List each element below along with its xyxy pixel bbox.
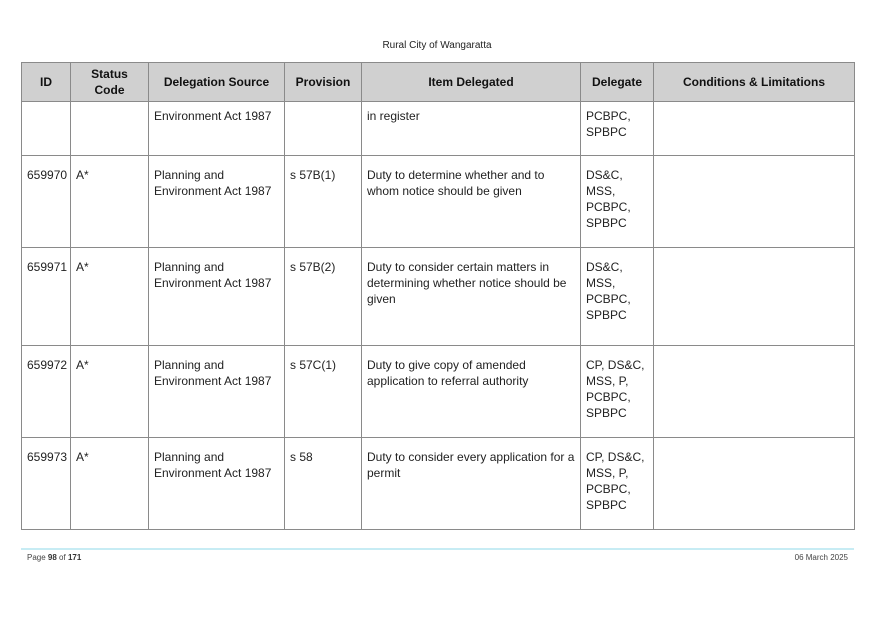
cell-delegation-source: Planning and Environment Act 1987 <box>149 438 285 530</box>
cell-item-delegated: Duty to consider every application for a permit <box>362 438 581 530</box>
cell-delegation-source: Planning and Environment Act 1987 <box>149 248 285 346</box>
cell-provision: s 58 <box>285 438 362 530</box>
cell-delegate: DS&C, MSS, PCBPC, SPBPC <box>581 156 654 248</box>
page-number <box>27 553 81 562</box>
cell-provision: s 57B(2) <box>285 248 362 346</box>
cell-delegation-source: Planning and Environment Act 1987 <box>149 346 285 438</box>
column-header-status-code: Status Code <box>71 63 149 102</box>
cell-delegate: CP, DS&C, MSS, P, PCBPC, SPBPC <box>581 346 654 438</box>
cell-status-code: A* <box>71 156 149 248</box>
column-header-delegate: Delegate <box>581 63 654 102</box>
cell-delegate: DS&C, MSS, PCBPC, SPBPC <box>581 248 654 346</box>
cell-conditions <box>654 438 855 530</box>
cell-item-delegated: Duty to consider certain matters in determining whether notice should be given <box>362 248 581 346</box>
column-header-conditions: Conditions & Limitations <box>654 63 855 102</box>
column-header-provision: Provision <box>285 63 362 102</box>
delegation-table <box>21 62 855 530</box>
table-header-row <box>22 63 855 102</box>
cell-delegation-source: Planning and Environment Act 1987 <box>149 156 285 248</box>
cell-provision: s 57B(1) <box>285 156 362 248</box>
cell-id <box>22 102 71 156</box>
footer-date: 06 March 2025 <box>794 553 848 562</box>
cell-conditions <box>654 156 855 248</box>
cell-conditions <box>654 102 855 156</box>
footer-rule <box>21 548 854 550</box>
cell-provision <box>285 102 362 156</box>
cell-item-delegated: Duty to determine whether and to whom notice should be given <box>362 156 581 248</box>
cell-item-delegated: Duty to give copy of amended application to referral authority <box>362 346 581 438</box>
cell-id: 659971 <box>22 248 71 346</box>
page-of: of <box>56 553 68 562</box>
cell-item-delegated: in register <box>362 102 581 156</box>
cell-status-code <box>71 102 149 156</box>
current-page: 98 <box>47 553 57 562</box>
column-header-id: ID <box>22 63 71 102</box>
cell-status-code: A* <box>71 248 149 346</box>
cell-delegate: CP, DS&C, MSS, P, PCBPC, SPBPC <box>581 438 654 530</box>
table-row <box>22 156 855 248</box>
cell-delegate: PCBPC, SPBPC <box>581 102 654 156</box>
table-row <box>22 438 855 530</box>
cell-conditions <box>654 248 855 346</box>
document-header-title: Rural City of Wangaratta <box>382 40 492 51</box>
page-prefix: Page <box>27 553 48 562</box>
cell-delegation-source: Environment Act 1987 <box>149 102 285 156</box>
cell-provision: s 57C(1) <box>285 346 362 438</box>
table-row <box>22 248 855 346</box>
cell-conditions <box>654 346 855 438</box>
column-header-item-delegated: Item Delegated <box>362 63 581 102</box>
cell-id: 659973 <box>22 438 71 530</box>
table-row <box>22 346 855 438</box>
cell-id: 659972 <box>22 346 71 438</box>
cell-status-code: A* <box>71 346 149 438</box>
table-row <box>22 102 855 156</box>
total-pages: 171 <box>67 553 82 562</box>
cell-status-code: A* <box>71 438 149 530</box>
column-header-delegation-source: Delegation Source <box>149 63 285 102</box>
cell-id: 659970 <box>22 156 71 248</box>
